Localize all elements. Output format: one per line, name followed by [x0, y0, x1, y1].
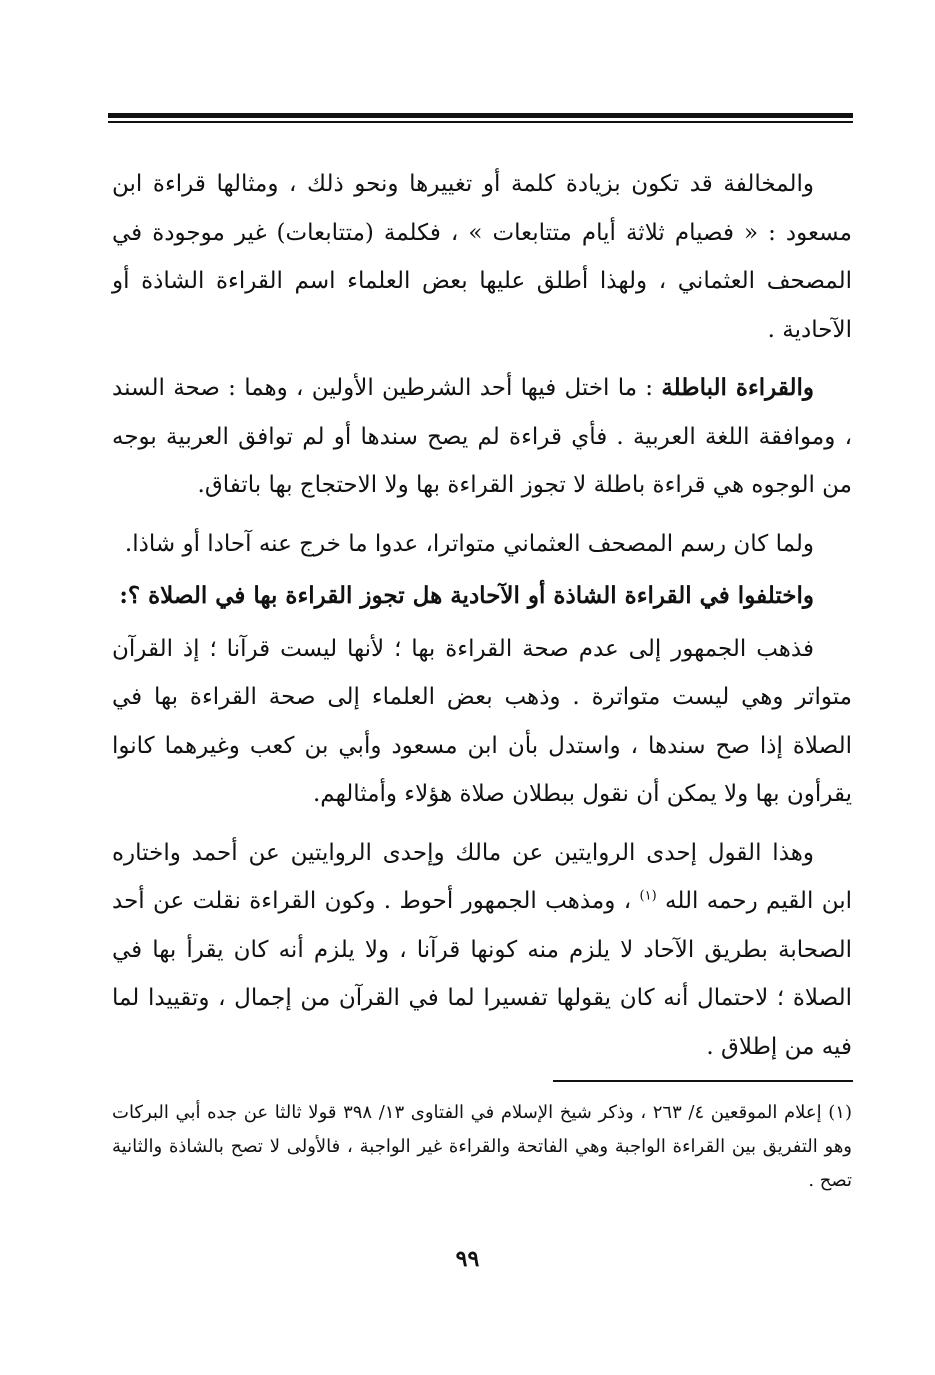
page-number: ٩٩ [455, 1246, 480, 1272]
term-batila: والقراءة الباطلة [661, 374, 814, 401]
paragraph-riwayat [112, 829, 852, 1072]
paragraph-riwayat-part1: وهذا القول إحدى الروايتين عن مالك وإحدى الروايتين عن أحمد واختاره ابن القيم رحمه الله [112, 839, 853, 914]
footnotes [112, 1096, 852, 1198]
footnote-1: (١) إعلام الموقعين ٤/ ٢٦٣ ، وذكر شيخ الإسلام في الفتاوى ١٣/ ٣٩٨ قولا ثالثا عن جده أبي البركات وهو التفريق بين القراءة الواجبة وهي الفاتحة والقراءة غير الواجبة ، فالأولى لا تصح بالشاذة والثانية تصح . [112, 1102, 852, 1191]
footnote-separator [553, 1080, 853, 1082]
paragraph-uthmani-rasm: ولما كان رسم المصحف العثماني متواترا، عدوا ما خرج عنه آحادا أو شاذا. [124, 530, 814, 557]
paragraph-riwayat-part2: ، ومذهب الجمهور أحوط . وكون القراءة نقلت عن أحد الصحابة بطريق الآحاد لا يلزم منه كونها قرآنا ، ولا يلزم أنه كان يقرأ بها في الصلاة ؛ لاحتمال أنه كان يقولها تفسيرا لما في القرآن من إجمال ، وتقييدا لما فيه من إطلاق . [112, 888, 852, 1060]
paragraph-shadh-example: والمخالفة قد تكون بزيادة كلمة أو تغييرها ونحو ذلك ، ومثالها قراءة ابن مسعود : « فصيام ثلاثة أيام متتابعات » ، فكلمة (متتابعات) غير موجودة في المصحف العثماني ، ولهذا أطلق عليها بعض العلماء اسم القراءة الشاذة أو الآحادية . [112, 171, 852, 343]
header-rule-thick [108, 113, 853, 118]
footnote-reference[interactable]: (١) [639, 888, 657, 904]
header-rule-thin [108, 121, 853, 123]
paragraph-jumhur-view: فذهب الجمهور إلى عدم صحة القراءة بها ؛ لأنها ليست قرآنا ؛ إذ القرآن متواتر وهي ليست متواترة . وذهب بعض العلماء إلى صحة القراءة بها في الصلاة إذا صح سندها ، واستدل بأن ابن مسعود وأبي بن كعب وغيرهما كانوا يقرأون بها ولا يمكن أن نقول ببطلان صلاة هؤلاء وأمثالهم. [112, 635, 852, 807]
paragraph-batila-definition [112, 364, 852, 510]
main-text [112, 160, 852, 1081]
paragraph-question-heading: واختلفوا في القراءة الشاذة أو الآحادية هل تجوز القراءة بها في الصلاة ؟: [119, 582, 814, 609]
paragraph-batila-text: : ما اختل فيها أحد الشرطين الأولين ، وهما : صحة السند ، وموافقة اللغة العربية . فأي قراءة لم يصح سندها أو لم توافق العربية بوجه من الوجوه هي قراءة باطلة لا تجوز القراءة بها ولا الاحتجاج بها باتفاق. [112, 375, 852, 498]
